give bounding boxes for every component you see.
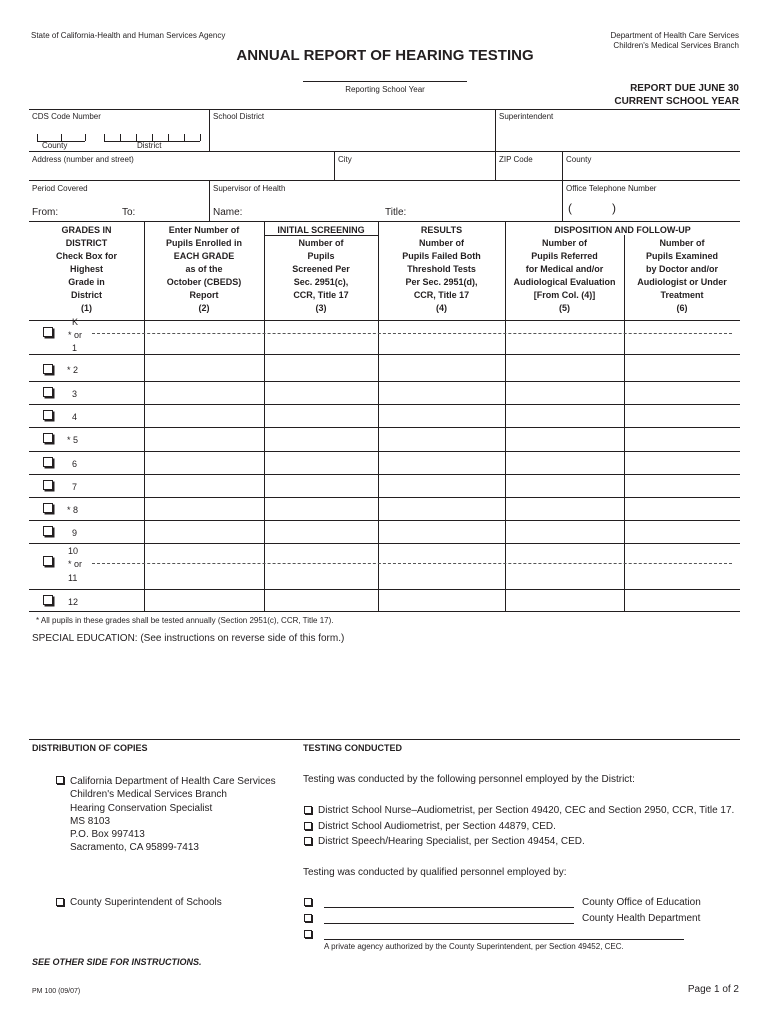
- county-health-line[interactable]: [324, 923, 574, 924]
- grade-5-label: * 5: [67, 435, 79, 445]
- city-label: City: [338, 155, 352, 164]
- grade-10-checkbox[interactable]: [43, 556, 53, 566]
- county-health-label: County Health Department: [582, 913, 701, 924]
- reporting-year-label: Reporting School Year: [345, 85, 425, 94]
- county-health-checkbox[interactable]: [304, 914, 312, 922]
- page-number: Page 1 of 2: [687, 984, 739, 995]
- period-covered-label: Period Covered: [32, 184, 88, 193]
- grade-4-label: 4: [72, 412, 78, 422]
- nurse-audiometrist-label: District School Nurse–Audiometrist, per Section 49420, CEC and Section 2950, CCR, Title 17.: [318, 805, 735, 816]
- testing-intro: Testing was conducted by the following personnel employed by the District:: [303, 774, 635, 785]
- due-date-line2: CURRENT SCHOOL YEAR: [614, 96, 739, 107]
- county-supt-checkbox[interactable]: [56, 898, 64, 906]
- qualified-personnel-label: Testing was conducted by qualified personnel employed by:: [303, 867, 567, 878]
- cds-district-label: District: [137, 141, 162, 150]
- dhcs-address: California Department of Health Care Services Children's Medical Services Branch Hearing Conservation Specialist MS 8103 P.O. Box 997413 Sacramento, CA 95899-7413: [70, 776, 276, 854]
- grade-6-label: 6: [72, 459, 78, 469]
- reporting-year-line[interactable]: [303, 81, 467, 82]
- grade-2-label: * 2: [67, 365, 79, 375]
- col5-header: Number of Pupils Referred for Medical and/or Audiological Evaluation [From Col. (4)] (5): [513, 238, 616, 313]
- supervisor-name-label: Name:: [213, 207, 243, 218]
- county-office-label: County Office of Education: [582, 897, 701, 908]
- grade-4-checkbox[interactable]: [43, 410, 53, 420]
- phone-paren-open: (: [568, 201, 572, 215]
- grade-6-checkbox[interactable]: [43, 457, 53, 467]
- to-label: To:: [122, 207, 136, 218]
- see-other-side: SEE OTHER SIDE FOR INSTRUCTIONS.: [32, 957, 202, 967]
- grade-9-label: 9: [72, 528, 78, 538]
- branch-name: Children's Medical Services Branch: [613, 41, 739, 50]
- supervisor-title-label: Title:: [385, 207, 407, 218]
- department-name: Department of Health Care Services: [610, 31, 739, 40]
- special-education-label: SPECIAL EDUCATION: (See instructions on reverse side of this form.): [32, 633, 345, 644]
- form-id: PM 100 (09/07): [32, 988, 81, 995]
- disposition-header: DISPOSITION AND FOLLOW-UP: [554, 225, 691, 235]
- grade-12-checkbox[interactable]: [43, 595, 53, 605]
- dhcs-copy-checkbox[interactable]: [56, 776, 64, 784]
- county-office-line[interactable]: [324, 907, 574, 908]
- form-title: ANNUAL REPORT OF HEARING TESTING: [236, 47, 534, 64]
- annual-testing-footnote: * All pupils in these grades shall be tested annually (Section 2951(c), CCR, Title 17).: [36, 616, 334, 625]
- col2-header: Enter Number of Pupils Enrolled in EACH GRADE as of the October (CBEDS) Report (2): [165, 225, 242, 313]
- county-label: County: [566, 155, 592, 164]
- grade-k-label: K: [72, 317, 79, 327]
- phone-paren-close: ): [612, 201, 616, 215]
- agency-name: State of California-Health and Human Services Agency: [31, 31, 226, 40]
- county-office-checkbox[interactable]: [304, 898, 312, 906]
- zip-label: ZIP Code: [499, 155, 533, 164]
- grade-3-label: 3: [72, 389, 78, 399]
- nurse-audiometrist-checkbox[interactable]: [304, 806, 312, 814]
- grade-k-checkbox[interactable]: [43, 327, 53, 337]
- supervisor-label: Supervisor of Health: [213, 184, 286, 193]
- grade-7-checkbox[interactable]: [43, 480, 53, 490]
- grade-1-label: 1: [72, 343, 78, 353]
- speech-hearing-label: District Speech/Hearing Specialist, per Section 49454, CED.: [318, 836, 585, 847]
- col1-header: GRADES IN DISTRICT Check Box for Highest Grade in District (1): [55, 225, 117, 313]
- grade-10-label: 10: [68, 546, 79, 556]
- office-phone-label: Office Telephone Number: [566, 184, 657, 193]
- from-label: From:: [32, 207, 59, 218]
- grade-5-checkbox[interactable]: [43, 433, 53, 443]
- grade-7-label: 7: [72, 482, 78, 492]
- grade-12-label: 12: [68, 597, 79, 607]
- private-agency-checkbox[interactable]: [304, 930, 312, 938]
- school-audiometrist-checkbox[interactable]: [304, 822, 312, 830]
- grade-11-label: 11: [68, 573, 78, 583]
- private-agency-label: A private agency authorized by the County Superintendent, per Section 49452, CEC.: [324, 942, 624, 951]
- school-district-label: School District: [213, 112, 265, 121]
- speech-hearing-checkbox[interactable]: [304, 837, 312, 845]
- distribution-heading: DISTRIBUTION OF COPIES: [32, 743, 148, 753]
- cds-county-label: County: [42, 141, 68, 150]
- testing-heading: TESTING CONDUCTED: [303, 743, 402, 753]
- grade-10-or-label: * or: [68, 559, 83, 569]
- cds-code-label: CDS Code Number: [32, 112, 101, 121]
- grade-8-checkbox[interactable]: [43, 503, 53, 513]
- col6-header: Number of Pupils Examined by Doctor and/or Audiologist or Under Treatment (6): [637, 238, 727, 313]
- private-agency-line[interactable]: [324, 939, 684, 940]
- address-label: Address (number and street): [32, 155, 134, 164]
- grade-8-label: * 8: [67, 505, 79, 515]
- school-audiometrist-label: District School Audiometrist, per Section 44879, CED.: [318, 821, 556, 832]
- grade-k-or-label: * or: [68, 330, 83, 340]
- col4-header: RESULTS Number of Pupils Failed Both Threshold Tests Per Sec. 2951(d), CCR, Title 17 (4): [402, 225, 481, 313]
- grade-3-checkbox[interactable]: [43, 387, 53, 397]
- grade-9-checkbox[interactable]: [43, 526, 53, 536]
- col3-header: INITIAL SCREENING Number of Pupils Screened Per Sec. 2951(c), CCR, Title 17 (3): [277, 225, 365, 313]
- county-supt-label: County Superintendent of Schools: [70, 897, 222, 908]
- superintendent-label: Superintendent: [499, 112, 554, 121]
- grade-2-checkbox[interactable]: [43, 364, 53, 374]
- due-date-line1: REPORT DUE JUNE 30: [630, 83, 739, 94]
